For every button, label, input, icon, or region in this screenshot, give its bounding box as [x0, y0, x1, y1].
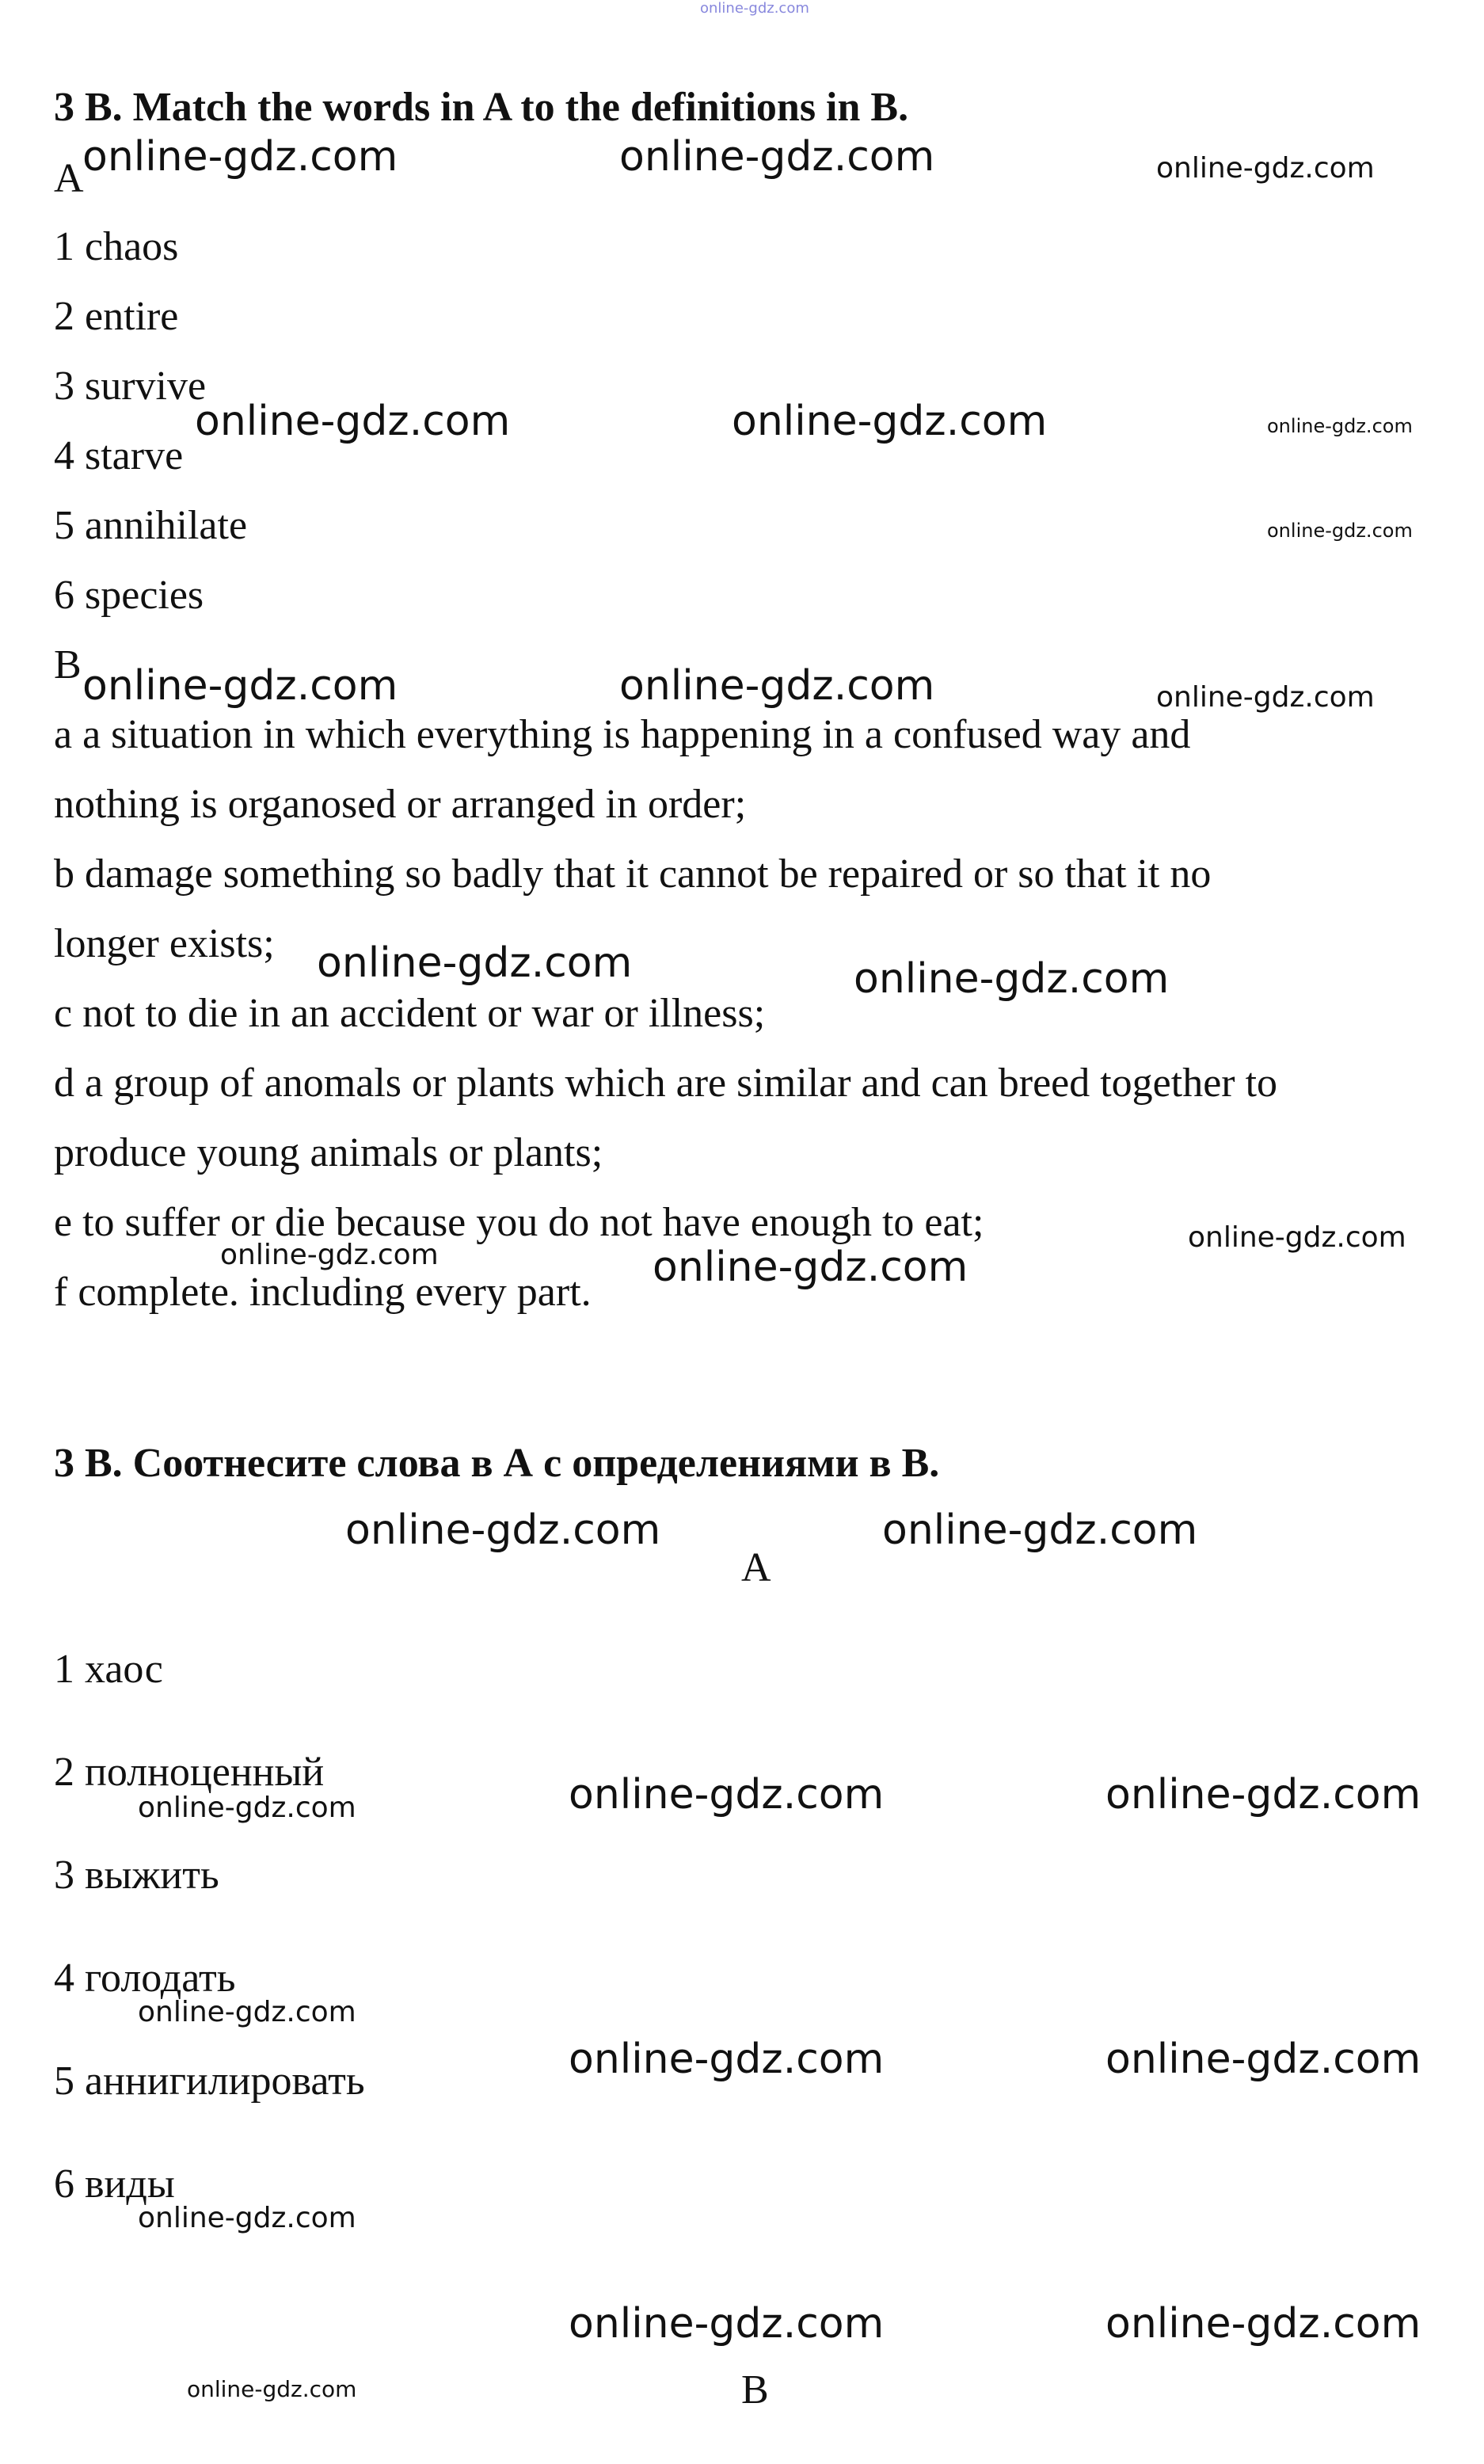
watermark: online-gdz.com: [1156, 681, 1375, 714]
english-word-6: 6 species: [54, 573, 204, 618]
watermark: online-gdz.com: [1267, 520, 1413, 542]
russian-heading: 3 B. Соотнесите слова в А с определениями в В.: [54, 1441, 940, 1486]
english-word-2: 2 entire: [54, 294, 179, 339]
russian-word-1: 1 хаос: [54, 1647, 163, 1692]
definition-line-7: produce young animals or plants;: [54, 1130, 603, 1175]
watermark: online-gdz.com: [1105, 2300, 1421, 2348]
russian-label-b: B: [741, 2367, 769, 2413]
definition-line-4: longer exists;: [54, 921, 275, 966]
watermark: online-gdz.com: [220, 1239, 439, 1271]
watermark: online-gdz.com: [1156, 152, 1375, 185]
russian-word-5: 5 аннигилировать: [54, 2058, 365, 2104]
watermark: online-gdz.com: [569, 1771, 885, 1818]
russian-word-6: 6 виды: [54, 2161, 175, 2207]
watermark: online-gdz.com: [569, 2300, 885, 2348]
watermark: online-gdz.com: [187, 2376, 357, 2402]
watermark: online-gdz.com: [195, 398, 511, 445]
definition-line-8: e to suffer or die because you do not have enough to eat;: [54, 1200, 984, 1245]
definition-line-3: b damage something so badly that it cannot be repaired or so that it no: [54, 851, 1212, 897]
watermark: online-gdz.com: [619, 133, 935, 181]
watermark: online-gdz.com: [82, 662, 398, 710]
watermark: online-gdz.com: [619, 662, 935, 710]
english-word-1: 1 chaos: [54, 224, 179, 269]
watermark: online-gdz.com: [82, 133, 398, 181]
watermark: online-gdz.com: [1188, 1221, 1406, 1254]
english-label-a: A: [54, 156, 84, 201]
russian-word-4: 4 голодать: [54, 1956, 236, 2001]
english-word-4: 4 starve: [54, 433, 184, 478]
english-word-5: 5 annihilate: [54, 503, 248, 548]
watermark: online-gdz.com: [1105, 1771, 1421, 1818]
definition-line-6: d a group of anomals or plants which are similar and can breed together to: [54, 1061, 1278, 1106]
watermark: online-gdz.com: [345, 1506, 661, 1554]
watermark: online-gdz.com: [653, 1243, 968, 1291]
definition-line-2: nothing is organosed or arranged in order;: [54, 782, 747, 827]
definition-line-9: f complete. including every part.: [54, 1270, 592, 1315]
english-word-3: 3 survive: [54, 364, 207, 409]
watermark: online-gdz.com: [882, 1506, 1198, 1554]
watermark: online-gdz.com: [732, 398, 1048, 445]
definition-line-5: c not to die in an accident or war or illness;: [54, 991, 766, 1036]
english-label-b: B: [54, 642, 82, 687]
watermark: online-gdz.com: [138, 1996, 356, 2028]
watermark: online-gdz.com: [138, 2202, 356, 2234]
watermark: online-gdz.com: [138, 1792, 356, 1824]
watermark: online-gdz.com: [854, 955, 1170, 1003]
watermark: online-gdz.com: [569, 2036, 885, 2083]
russian-word-2: 2 полноценный: [54, 1750, 325, 1795]
watermark: online-gdz.com: [317, 939, 633, 987]
watermark-top: online-gdz.com: [700, 0, 809, 17]
watermark: online-gdz.com: [1267, 415, 1413, 437]
russian-label-a: A: [741, 1545, 771, 1590]
english-heading: 3 B. Match the words in A to the definitions in B.: [54, 85, 909, 130]
watermark: online-gdz.com: [1105, 2036, 1421, 2083]
russian-word-3: 3 выжить: [54, 1853, 219, 1898]
definition-line-1: a a situation in which everything is happening in a confused way and: [54, 712, 1191, 757]
